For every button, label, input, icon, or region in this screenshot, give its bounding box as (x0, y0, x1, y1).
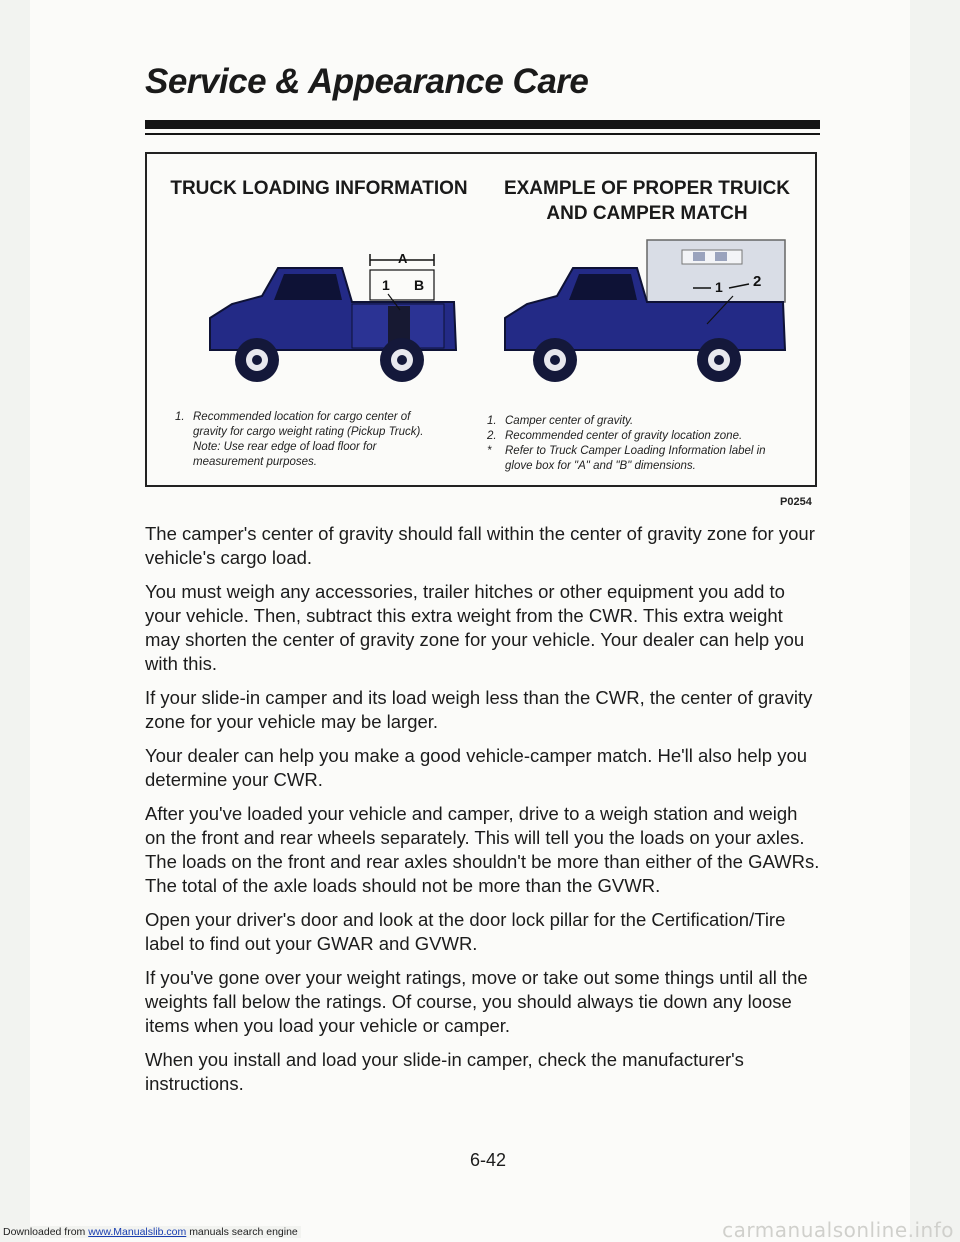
callout-1: 1 (715, 279, 723, 295)
truck-window (274, 274, 342, 300)
note-item: 2. Recommended center of gravity location zone. (487, 430, 743, 442)
callout-a: A (398, 251, 408, 266)
camper-match-heading-line1: EXAMPLE OF PROPER TRUICK (503, 178, 791, 199)
camper-match-heading-line2: AND CAMPER MATCH (546, 203, 748, 224)
body-paragraph: If your slide-in camper and its load weigh less than the CWR, the center of gravity zone for your vehicle may be larger. (145, 687, 813, 732)
title-rule-thin (145, 133, 820, 135)
footer-suffix: manuals search engine (189, 1226, 298, 1238)
truck-camper-illustration (497, 232, 797, 397)
note-item: Note: Use rear edge of load floor for measurement purposes. (193, 441, 377, 468)
body-text (145, 522, 820, 1106)
figure-code: P0254 (780, 496, 812, 508)
note-item: 1. Camper center of gravity. (487, 415, 634, 427)
callout-1: 1 (382, 277, 390, 293)
body-paragraph: If you've gone over your weight ratings, move or take out some things until all the weights fall below the ratings. Of course, you should always tie down any loose items when you load your vehicle or camper. (145, 967, 808, 1036)
truck-window (569, 274, 637, 300)
body-paragraph: Open your driver's door and look at the door lock pillar for the Certification/Tire label to find out your GWAR and GVWR. (145, 909, 786, 954)
note-item: 1. Recommended location for cargo center of gravity for cargo weight rating (Pickup Truck). (175, 411, 424, 438)
callout-b: B (414, 277, 425, 293)
section-title: Service & Appearance Care (145, 62, 589, 101)
manualslib-link[interactable]: www.Manualslib.com (88, 1226, 187, 1238)
download-footer (0, 1226, 301, 1238)
body-paragraph: When you install and load your slide-in camper, check the manufacturer's instructions. (145, 1049, 744, 1094)
right-figure-notes (487, 414, 787, 474)
truck-loading-figure (145, 152, 817, 487)
body-paragraph: After you've loaded your vehicle and camper, drive to a weigh station and weigh on the front and rear wheels separately. This will tell you the loads on your axles. The loads on the front and rear axles shouldn't be more than either of the GAWRs. The total of the axle loads should not be more than the GVWR. (145, 803, 820, 896)
body-paragraph: Your dealer can help you make a good vehicle-camper match. He'll also help you determine your CWR. (145, 745, 808, 790)
left-figure-notes (175, 410, 445, 470)
camper-match-heading (482, 176, 812, 226)
footer-prefix: Downloaded from (3, 1226, 86, 1238)
watermark: carmanualsonline.info (722, 1218, 954, 1242)
body-paragraph: You must weigh any accessories, trailer hitches or other equipment you add to your vehicle. Then, subtract this extra weight from the CWR. This extra weight may shorten the center of gravity zone for your vehicle. Your dealer can help you with this. (145, 581, 805, 674)
title-rule-thick (145, 120, 820, 129)
pickup-truck-illustration (202, 246, 462, 396)
page-number: 6-42 (470, 1150, 507, 1170)
callout-2: 2 (753, 273, 762, 290)
body-paragraph: The camper's center of gravity should fall within the center of gravity zone for your vehicle's cargo load. (145, 523, 815, 568)
truck-loading-heading: TRUCK LOADING INFORMATION (170, 178, 468, 199)
note-item: * Refer to Truck Camper Loading Information label in glove box for "A" and "B" dimensions. (487, 445, 766, 472)
